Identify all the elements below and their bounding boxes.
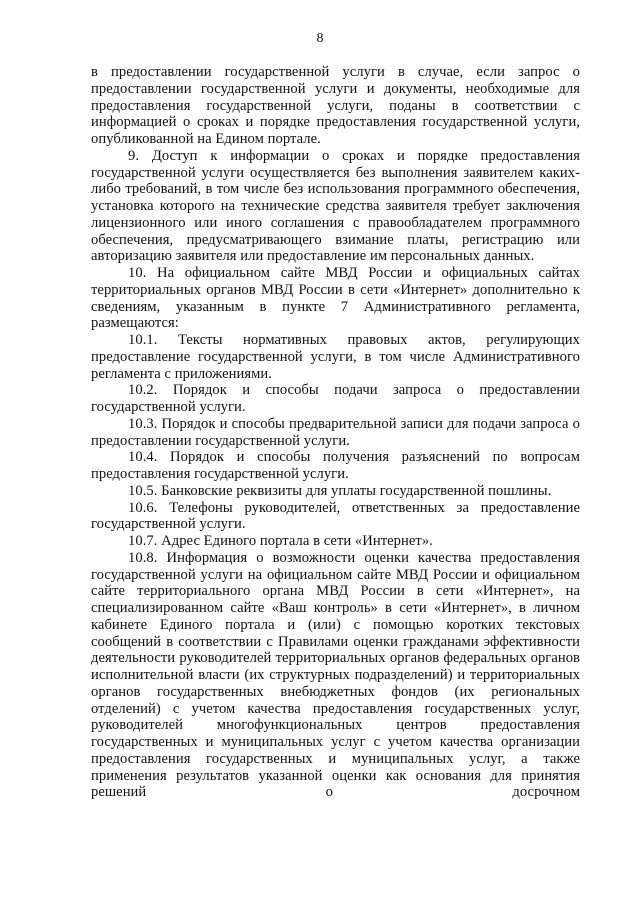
paragraph-10-4: 10.4. Порядок и способы получения разъяснений по вопросам предоставления государственной услуги. [91,449,580,482]
paragraph-10-7: 10.7. Адрес Единого портала в сети «Интернет». [128,533,433,549]
paragraph-continuation: в предоставлении государственной услуги в случае, если запрос о предоставлении государственной услуги и документы, необходимые для предоставления государственной услуги, поданы в соответствии с информацией о сроках и порядке предоставления государственной услуги, опубликованной на Едином портале. [91,64,580,147]
paragraph-10-1: 10.1. Тексты нормативных правовых актов, регулирующих предоставление государственной услуги, в том числе Административного регламента с приложениями. [91,332,580,382]
paragraph-10-8: 10.8. Информация о возможности оценки качества предоставления государственной услуги на официальном сайте МВД России и официальном сайте территориального органа МВД России в сети «Интернет», на специализированном сайте «Ваш контроль» в сети «Интернет», в личном кабинете Единого портала и (или) с помощью коротких текстовых сообщений в соответствии с Правилами оценки гражданами эффективности деятельности руководителей территориальных органов федеральных органов исполнительной власти (их структурных подразделений) и территориальных органов государственных внебюджетных фондов (их региональных отделений) с учетом качества предоставления государственных услуг, руководителей многофункциональных центров предоставления государственных и муниципальных услуг с учетом качества организации предоставления государственных и муниципальных услуг, а также применения результатов указанной оценки как основания для принятия решений о досрочном [91,549,580,801]
paragraph-10: 10. На официальном сайте МВД России и официальных сайтах территориальных органов МВД России в сети «Интернет» дополнительно к сведениям, указанным в пункте 7 Административного регламента, размещаются: [91,265,580,332]
paragraph-10-3: 10.3. Порядок и способы предварительной записи для подачи запроса о предоставлении государственной услуги. [91,415,580,449]
paragraph-9: 9. Доступ к информации о сроках и порядке предоставления государственной услуги осуществляется без выполнения заявителем каких-либо требований, в том числе без использования программного обеспечения, установка которого на технические средства заявителя требует заключения лицензионного или иного соглашения с правообладателем программного обеспечения, предусматривающего взимание платы, регистрацию или авторизацию заявителя или предоставление им персональных данных. [91,147,580,265]
paragraph-10-6: 10.6. Телефоны руководителей, ответственных за предоставление государственной услуги. [91,499,580,533]
paragraph-10-2: 10.2. Порядок и способы подачи запроса о предоставлении государственной услуги. [91,382,580,415]
paragraph-10-5: 10.5. Банковские реквизиты для уплаты государственной пошлины. [128,482,552,499]
document-body [91,64,580,801]
page-number: 8 [316,31,324,46]
